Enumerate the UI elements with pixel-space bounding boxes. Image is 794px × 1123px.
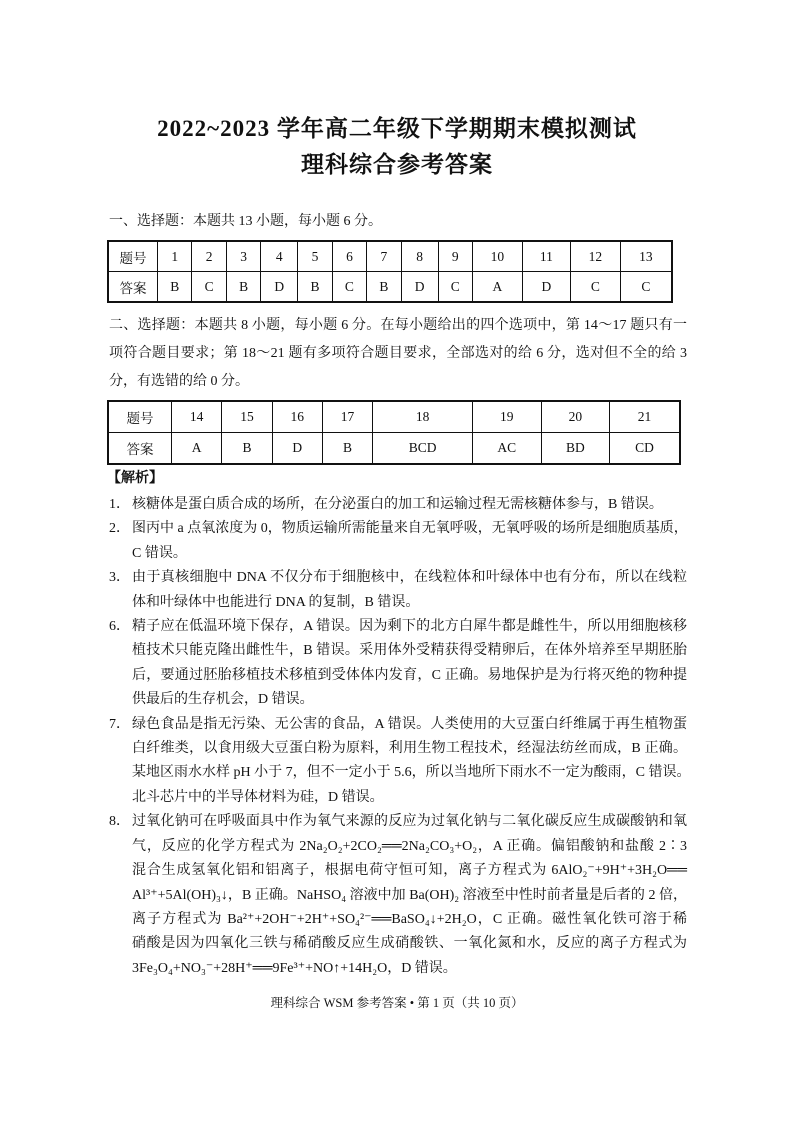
question-number-cell: 14: [172, 401, 222, 433]
question-number-cell: 12: [571, 241, 621, 272]
analysis-heading: 【解析】: [107, 471, 163, 486]
item-number: 3．: [109, 570, 130, 586]
section2-heading: [109, 312, 687, 396]
question-number-cell: 5: [298, 241, 332, 272]
analysis-item: [109, 517, 687, 566]
item-line: 3Fe₃O₄+NO₃⁻+28H⁺══9Fe³⁺+NO↑+14H₂O，D 错误。: [132, 960, 457, 976]
question-number-cell: 20: [541, 401, 610, 433]
answer-cell: D: [401, 272, 438, 303]
question-number-cell: 8: [401, 241, 438, 272]
answer-cell: C: [332, 272, 366, 303]
row-label: 题号: [108, 241, 158, 272]
item-line: 绿色食品是指无污染、无公害的食品，A 错误。人类使用的大豆蛋白纤维属于再生植物蛋: [132, 716, 687, 732]
row-label: 答案: [108, 433, 172, 465]
answer-row: [108, 272, 672, 303]
item-number: 1．: [109, 497, 130, 512]
question-number-cell: 17: [322, 401, 372, 433]
section2-line: 分，有选错的给 0 分。: [109, 374, 249, 389]
answer-cell: A: [172, 433, 222, 465]
item-line: 气，反应的化学方程式为 2Na₂O₂+2CO₂══2Na₂CO₃+O₂，A 正确。偏铝酸钠和盐酸 2∶3: [132, 838, 687, 854]
section2-line: 项符合题目要求；第 18～21 题有多项符合题目要求，全部选对的给 6 分，选对但不全的给 3: [109, 346, 687, 361]
question-number-cell: 21: [610, 401, 680, 433]
item-line: C 错误。: [132, 545, 187, 561]
answer-cell: BD: [541, 433, 610, 465]
item-number: 6．: [109, 619, 130, 635]
item-line: 供最后的生存机会，D 错误。: [132, 692, 314, 708]
answer-cell: D: [261, 272, 298, 303]
item-line: 离子方程式为 Ba²⁺+2OH⁻+2H⁺+SO₄²⁻══BaSO₄↓+2H₂O，C 正确。磁性氧化铁可溶于稀: [132, 911, 687, 927]
item-number: 8．: [109, 814, 130, 830]
question-number-cell: 7: [367, 241, 401, 272]
number-row: [108, 241, 672, 272]
question-number-cell: 19: [472, 401, 541, 433]
question-number-cell: 18: [373, 401, 473, 433]
item-line: 过氧化钠可在呼吸面具中作为氧气来源的反应为过氧化钠与二氧化碳反应生成碳酸钠和氧: [132, 814, 687, 830]
item-number: 2．: [109, 521, 130, 537]
item-line: 混合生成氢氧化铝和铝离子，根据电荷守恒可知，离子方程式为 6AlO₂⁻+9H⁺+3H₂O══: [132, 863, 687, 879]
item-line: 精子应在低温环境下保存，A 错误。因为剩下的北方白犀牛都是雌性牛，所以用细胞核移: [132, 619, 687, 635]
answer-cell: D: [522, 272, 570, 303]
analysis-item: [109, 493, 687, 517]
question-number-cell: 11: [522, 241, 570, 272]
answer-cell: AC: [472, 433, 541, 465]
item-number: 7．: [109, 716, 130, 732]
analysis-item: [109, 810, 687, 981]
answer-cell: C: [192, 272, 226, 303]
item-line: 图丙中 a 点氧浓度为 0，物质运输所需能量来自无氧呼吸，无氧呼吸的场所是细胞质基质，: [132, 521, 688, 537]
question-number-cell: 3: [226, 241, 260, 272]
answer-cell: C: [438, 272, 472, 303]
answer-table-2: [107, 400, 681, 465]
item-line: 后，要通过胚胎移植技术移植到受体体内发育，C 正确。易地保护是为行将灭绝的物种提: [132, 667, 687, 683]
question-number-cell: 16: [272, 401, 322, 433]
item-line: 由于真核细胞中 DNA 不仅分布于细胞核中，在线粒体和叶绿体中也有分布，所以在线粒: [132, 570, 687, 586]
item-line: Al³⁺+5Al(OH)₃↓，B 正确。NaHSO₄ 溶液中加 Ba(OH)₂ 溶液至中性时前者量是后者的 2 倍，: [132, 887, 687, 903]
question-number-cell: 15: [222, 401, 272, 433]
question-number-cell: 13: [620, 241, 672, 272]
item-line: 某地区雨水水样 pH 小于 7，但不一定小于 5.6，所以当地所下雨水不一定为酸雨，C 错误。: [132, 765, 691, 781]
analysis-list: [109, 493, 691, 981]
answer-cell: B: [298, 272, 332, 303]
answer-cell: C: [571, 272, 621, 303]
question-number-cell: 4: [261, 241, 298, 272]
answer-cell: A: [473, 272, 523, 303]
item-line: 核糖体是蛋白质合成的场所，在分泌蛋白的加工和运输过程无需核糖体参与，B 错误。: [132, 497, 663, 512]
row-label: 答案: [108, 272, 158, 303]
answer-cell: B: [367, 272, 401, 303]
item-line: 体和叶绿体中也能进行 DNA 的复制，B 错误。: [132, 594, 420, 610]
answer-table-1: [107, 240, 673, 303]
answer-cell: B: [226, 272, 260, 303]
answer-cell: C: [620, 272, 672, 303]
item-line: 植技术只能克隆出雌性牛，B 错误。采用体外受精获得受精卵后，在体外培养至早期胚胎: [132, 643, 687, 659]
document-subtitle: 理科综合参考答案: [301, 152, 493, 177]
page-footer: 理科综合 WSM 参考答案 • 第 1 页（共 10 页）: [270, 996, 524, 1010]
analysis-item: [109, 713, 691, 811]
item-line: 白纤维类，以食用级大豆蛋白粉为原料，利用生物工程技术，经湿法纺丝而成，B 正确。: [132, 741, 687, 757]
number-row: [108, 401, 680, 433]
answer-cell: B: [322, 433, 372, 465]
document-title: 2022~2023 学年高二年级下学期期末模拟测试: [157, 116, 637, 141]
item-line: 硝酸是因为四氧化三铁与稀硝酸反应生成硝酸铁、一氧化氮和水，反应的离子方程式为: [132, 936, 687, 952]
row-label: 题号: [108, 401, 172, 433]
analysis-item: [109, 566, 687, 615]
analysis-item: [109, 615, 687, 713]
section1-heading: 一、选择题：本题共 13 小题，每小题 6 分。: [109, 214, 382, 229]
question-number-cell: 2: [192, 241, 226, 272]
question-number-cell: 1: [158, 241, 192, 272]
answer-cell: BCD: [373, 433, 473, 465]
question-number-cell: 9: [438, 241, 472, 272]
section2-line: 二、选择题：本题共 8 小题，每小题 6 分。在每小题给出的四个选项中，第 14～17 题只有一: [109, 318, 687, 333]
question-number-cell: 10: [473, 241, 523, 272]
answer-cell: B: [158, 272, 192, 303]
answer-cell: D: [272, 433, 322, 465]
question-number-cell: 6: [332, 241, 366, 272]
item-line: 北斗芯片中的半导体材料为硅，D 错误。: [132, 789, 384, 805]
answer-cell: CD: [610, 433, 680, 465]
answer-cell: B: [222, 433, 272, 465]
answer-row: [108, 433, 680, 465]
